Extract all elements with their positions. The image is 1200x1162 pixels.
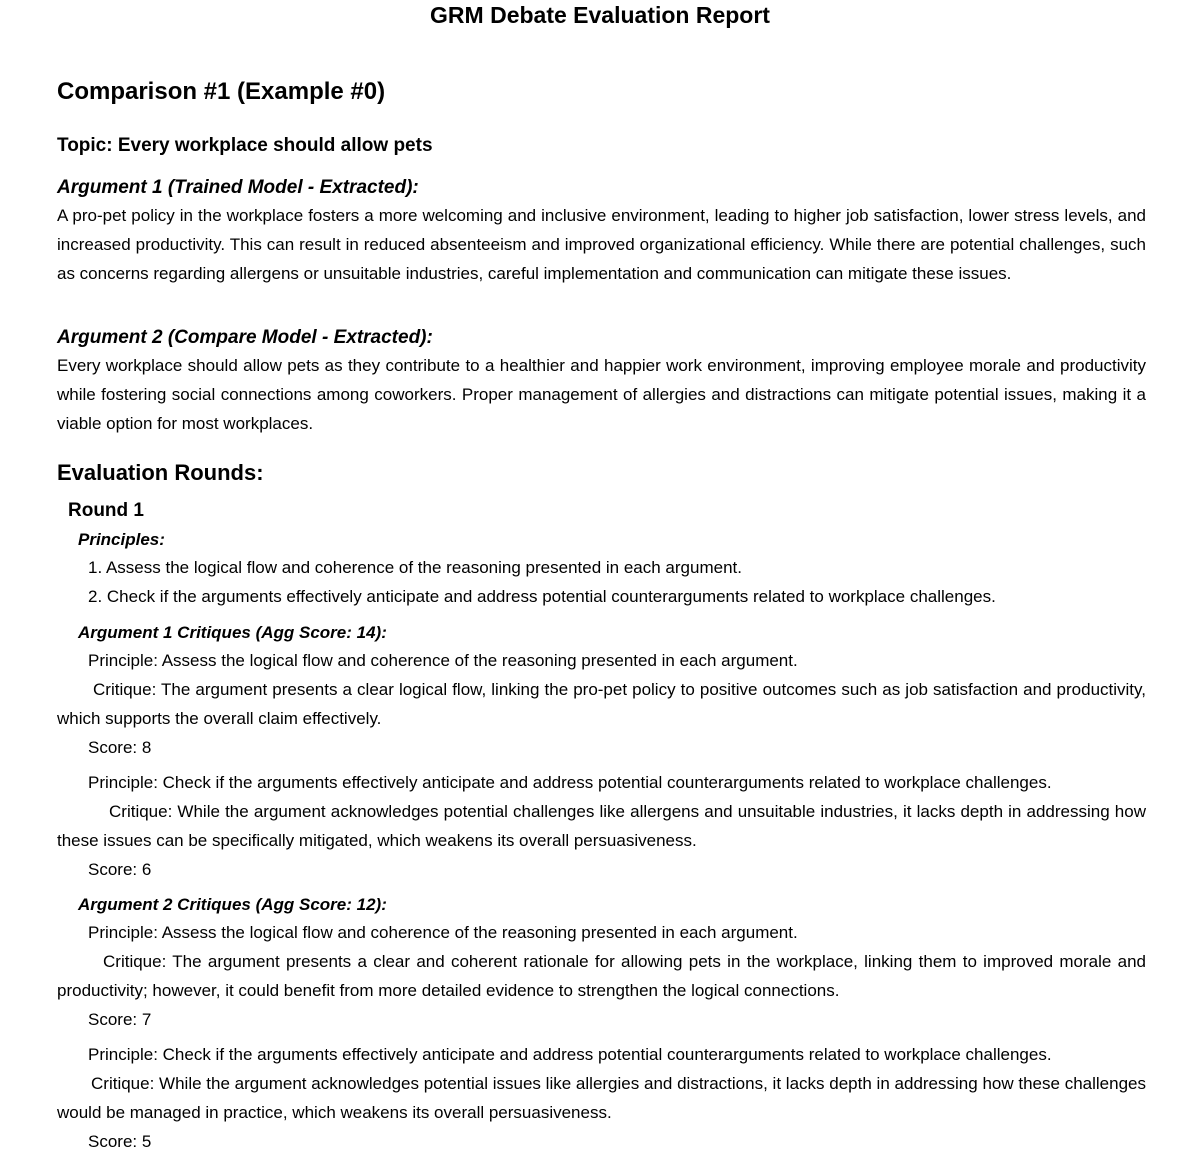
comparison-heading: Comparison #1 (Example #0) bbox=[57, 78, 386, 105]
critique-score: Score: 7 bbox=[88, 1010, 152, 1029]
critique-score: Score: 6 bbox=[88, 860, 152, 879]
argument-1-heading: Argument 1 (Trained Model - Extracted): bbox=[57, 177, 419, 198]
topic-heading: Topic: Every workplace should allow pets bbox=[57, 135, 433, 156]
critique-text: Critique: The argument presents a clear and coherent rationale for allowing pets in the workplace, linking them to improved morale and productivity; however, it could benefit from more detailed evidence to strengthen the logical connections. bbox=[57, 952, 1146, 1000]
critique-text: Critique: The argument presents a clear logical flow, linking the pro-pet policy to positive outcomes such as job satisfaction and productivity, which supports the overall claim effectively. bbox=[57, 680, 1146, 728]
evaluation-rounds-heading: Evaluation Rounds: bbox=[57, 460, 264, 485]
critique-principle: Principle: Assess the logical flow and coherence of the reasoning presented in each argument. bbox=[88, 651, 798, 670]
report-title: GRM Debate Evaluation Report bbox=[430, 2, 770, 28]
argument-2-heading: Argument 2 (Compare Model - Extracted): bbox=[57, 327, 433, 348]
principle-item: 2. Check if the arguments effectively anticipate and address potential counterarguments related to workplace challenges. bbox=[88, 587, 996, 606]
critique-text: Critique: While the argument acknowledges potential issues like allergies and distractions, it lacks depth in addressing how these challenges would be managed in practice, which weakens its overall persuasiveness. bbox=[57, 1074, 1146, 1122]
principles-section bbox=[57, 527, 1146, 611]
critique-score: Score: 5 bbox=[88, 1132, 152, 1151]
critique-text: Critique: While the argument acknowledges potential challenges like allergens and unsuitable industries, it lacks depth in addressing how these issues can be specifically mitigated, which weakens its overall persuasiveness. bbox=[57, 802, 1146, 850]
critiques-heading: Argument 2 Critiques (Agg Score: 12): bbox=[78, 895, 387, 914]
critiques-heading: Argument 1 Critiques (Agg Score: 14): bbox=[78, 623, 387, 642]
argument-1-critiques bbox=[57, 620, 1146, 884]
principle-item: 1. Assess the logical flow and coherence of the reasoning presented in each argument. bbox=[88, 558, 742, 577]
argument-2-text: Every workplace should allow pets as they contribute to a healthier and happier work environment, improving employee morale and productivity while fostering social connections among coworkers. Proper management of allergies and distractions can mitigate potential issues, making it a viable option for most workplaces. bbox=[57, 356, 1146, 433]
critique-principle: Principle: Check if the arguments effectively anticipate and address potential counterarguments related to workplace challenges. bbox=[88, 773, 1052, 792]
argument-2-critiques bbox=[57, 892, 1146, 1156]
argument-1 bbox=[57, 175, 1146, 288]
critique-principle: Principle: Check if the arguments effectively anticipate and address potential counterarguments related to workplace challenges. bbox=[88, 1045, 1052, 1064]
round-label: Round 1 bbox=[68, 500, 144, 521]
critique-principle: Principle: Assess the logical flow and coherence of the reasoning presented in each argument. bbox=[88, 923, 798, 942]
argument-1-text: A pro-pet policy in the workplace fosters a more welcoming and inclusive environment, leading to higher job satisfaction, lower stress levels, and increased productivity. This can result in reduced absenteeism and improved organizational efficiency. While there are potential challenges, such as concerns regarding allergens or unsuitable industries, careful implementation and communication can mitigate these issues. bbox=[57, 206, 1146, 283]
principles-heading: Principles: bbox=[78, 530, 165, 549]
argument-2 bbox=[57, 325, 1146, 438]
critique-score: Score: 8 bbox=[88, 738, 152, 757]
